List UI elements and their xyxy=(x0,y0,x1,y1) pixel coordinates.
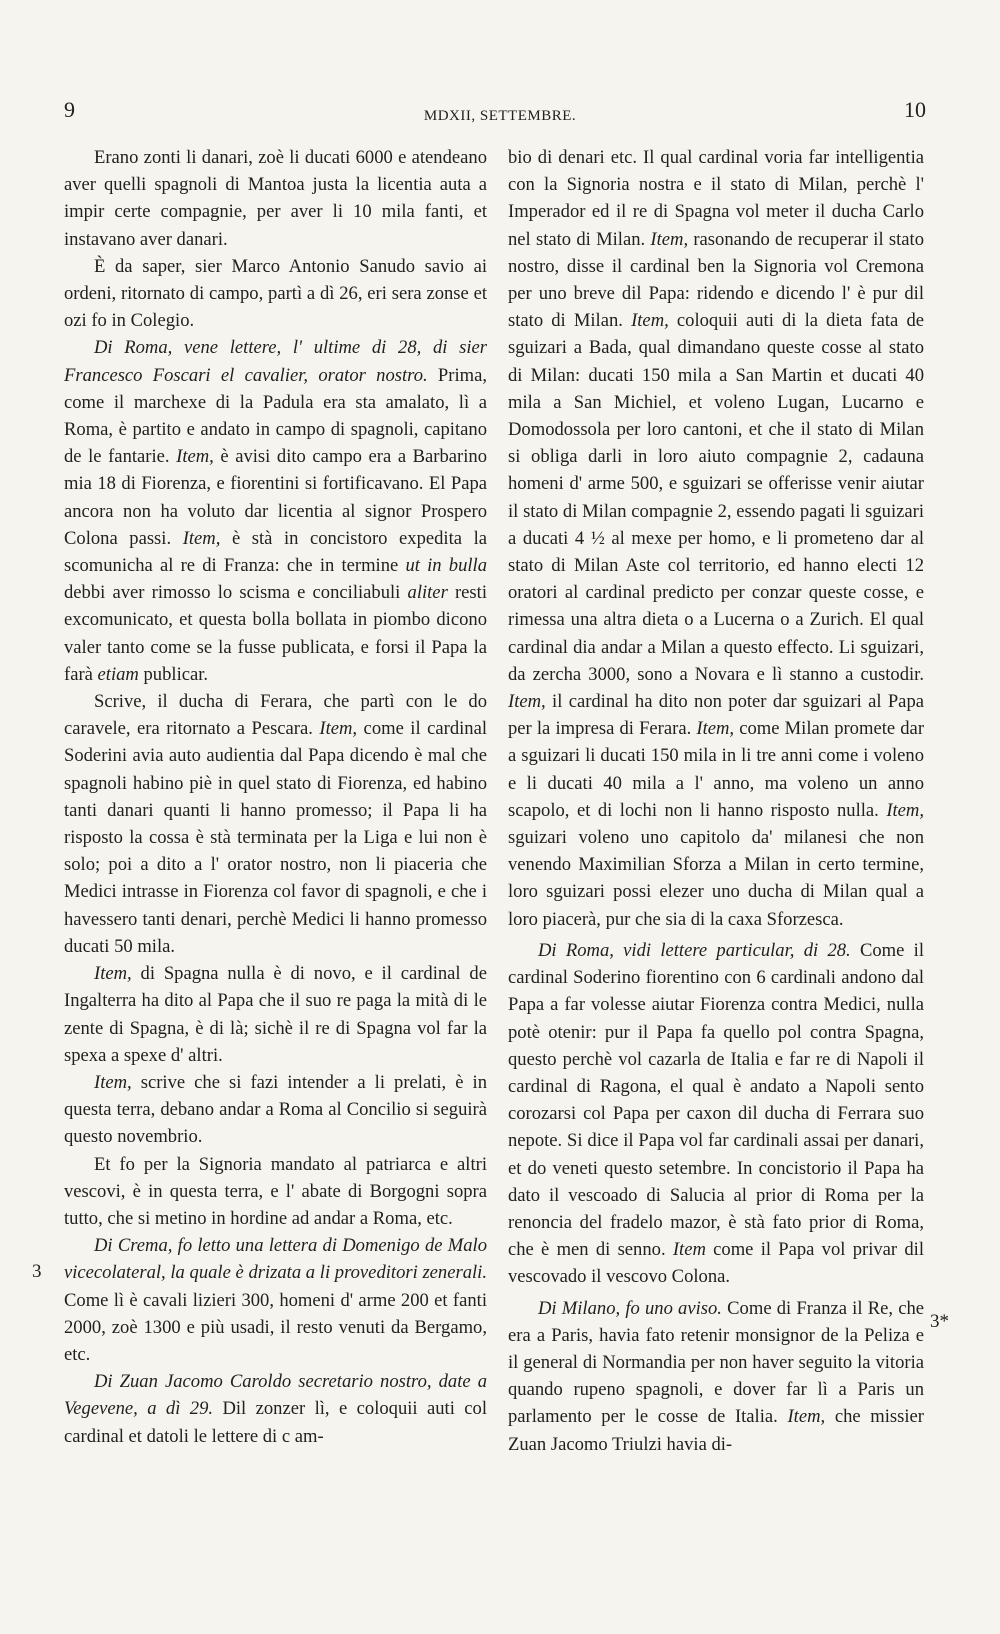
paragraph: Item, scrive che si fazi intender a li prelati, è in questa terra, debano andar a Roma al Concilio si seguirà questo novembrio. xyxy=(64,1071,487,1148)
paragraph: Di Crema, fo letto una lettera di Domenigo de Malo vicecolateral, la quale è drizata a li proveditori zenerali. Come lì è cavali lizieri 300, homeni d' arme 200 et fanti 2000, zoè 1300 e più usadi, il resto venuti da Bergamo, etc. xyxy=(64,1235,487,1365)
paragraph: Erano zonti li danari, zoè li ducati 6000 e atendeano aver quelli spagnoli di Mantoa justa la licentia auta a impir certe compagnie, per aver li 10 mila fanti, et instavano aver danari. xyxy=(64,147,487,250)
dispatch-heading: Di Roma, vidi lettere particular, di 28. xyxy=(538,939,851,961)
dispatch-heading: Di Roma, vene lettere, l' ultime di 28, di sier Francesco Foscari el cavalier, orator nostro. xyxy=(64,337,487,386)
paragraph: Item, di Spagna nulla è di novo, e il cardinal de Ingalterra ha dito al Papa che il suo re paga la mità di le zente di Spagna, è di là; sichè il re di Spagna vol far la spexa a spexe d' altri. xyxy=(64,963,487,1066)
paragraph: Di Roma, vidi lettere particular, di 28. Come il cardinal Soderino fiorentino con 6 cardinali andono dal Papa a far volesse aiutar Fiorenza contra Medici, nulla potè otenir: pur il Papa fa quello pol contra Spagna, questo perchè vol cazarla de Italia e far re di Napoli il cardinal di Ragona, el qual è andato a Napoli sento corozarsi col Papa per caxon dil ducha di Ferrara suo nepote. Si dice il Papa vol far cardinali assai per danari, et do veneti questo setembre. In concistorio il Papa ha dato il vescoado di Salucia al prior di Roma per la renoncia del fradelo mazor, è stà fato prior di Roma, che è men di senno. Item come il Papa vol privar dil vescovado il vescovo Colona. xyxy=(508,939,924,1288)
paragraph: Et fo per la Signoria mandato al patriarca e altri vescovi, è in questa terra, e l' abate di Borgogni sopra tutto, che si metino in hordine ad andar a Roma, etc. xyxy=(64,1153,487,1229)
left-column xyxy=(64,144,487,1450)
paragraph: Di Roma, vene lettere, l' ultime di 28, di sier Francesco Foscari el cavalier, orator nostro. Prima, come il marchexe di la Padula era sta amalato, lì a Roma, è partito e andato in campo di spagnoli, capitano de le fantarie. Item, è avisi dito campo era a Barbarino mia 18 di Fiorenza, e fiorentini si fortificavano. El Papa ancora non ha voluto dar licentia al signor Prospero Colona passi. Item, è stà in concistoro expedita la scomunicha al re di Franza: che in termine ut in bulla debbi aver rimosso lo scisma e conciliabuli aliter resti excomunicato, et questa bolla bollata in piombo dicono valer tanto come se la fusse publicata, e forsi il Papa la farà etiam publicar. xyxy=(64,337,487,685)
paragraph: Scrive, il ducha di Ferara, che partì con le do caravele, era ritornato a Pescara. Item, come il cardinal Soderini avia auto audientia dal Papa dicendo è mal che spagnoli habino piè in quel stato di Fiorenza, ed habino tanti danari quanti li hanno promesso; il Papa li ha risposto la cossa è stà terminata per la Liga e lui non è solo; poi a dito a l' orator nostro, non li piaceria che Medici intrasse in Fiorenza col favor di spagnoli, e che i havessero tanti denari, perchè Medici li hanno promesso ducati 50 mila. xyxy=(64,691,487,957)
paragraph: bio di denari etc. Il qual cardinal voria far intelligentia con la Signoria nostra e il stato di Milan, perchè l' Imperador ed il re di Spagna vol meter il ducha Carlo nel stato di Milan. Item, rasonando de recuperar il stato nostro, disse il cardinal ben la Signoria vol Cremona per uno breve dil Papa: ridendo e dicendo l' è pur dil stato di Milan. Item, coloquii auti di la dieta fata de sguizari a Bada, qual dimandano queste cosse al stato di Milan: ducati 150 mila a San Martin et ducati 40 mila a San Michiel, et voleno Lugan, Lucarno e Domodossola per loro cantoni, et che il stato di Milan si obliga darli in loro aiuto compagnie 2, cadauna homeni d' arme 500, e sguizari se offerisse venir aiutar il stato di Milan compagnie 2, essendo pagati li sguizari a ducati 4 ½ al mexe per homo, e li prometeno dar al stato di Milan Aste col territorio, ed hanno electi 12 oratori al cardinal predicto per conzar queste cosse, e rimessa una altra dieta o a Lucerna o a Zurich. El qual cardinal dia andar a Milan a questo effecto. Li sguizari, da zercha 3000, sono a Novara e lì stanno a custodir. Item, il cardinal ha dito non poter dar sguizari al Papa per la impresa di Ferara. Item, come Milan promete dar a sguizari li ducati 150 mila in li tre anni come i voleno e li ducati 40 mila a l' anno, ma voleno un anno scapolo, et di lochi non li hanno risposto nulla. Item, sguizari voleno uno capitolo da' milanesi che non venendo Maximilian Sforza a Milan in certo termine, loro sguizari possi elezer uno ducha di Milan qual a loro piacerà, pur che sia di la caxa Sforzesca. xyxy=(508,147,925,930)
page-number-left: 9 xyxy=(64,97,75,122)
paragraph: Di Milano, fo uno aviso. Come di Franza il Re, che era a Paris, havia fato retenir monsignor de la Peliza e il general di Normandia per non haver seguito la vitoria quando rupeno spagnoli, e dover far lì a Paris un parlamento per le cosse de Italia. Item, che missier Zuan Jacomo Triulzi havia di- xyxy=(508,1297,925,1455)
dispatch-heading: Di Crema, fo letto una lettera di Domenigo de Malo vicecolateral, la quale è drizata a li proveditori zenerali. xyxy=(64,1235,487,1284)
right-column xyxy=(508,144,924,1458)
dispatch-heading: Di Milano, fo uno aviso. xyxy=(538,1297,722,1319)
dispatch-heading: Di Zuan Jacomo Caroldo secretario nostro, date a Vegevene, a dì 29. xyxy=(64,1371,487,1420)
running-title: MDXII, SETTEMBRE. xyxy=(423,108,577,124)
page-number-right: 10 xyxy=(904,97,926,122)
margin-note-left: 3 xyxy=(32,1261,42,1282)
paragraph: Di Zuan Jacomo Caroldo secretario nostro, date a Vegevene, a dì 29. Dil zonzer lì, e coloquii auti col cardinal et datoli le lettere di c am- xyxy=(64,1371,487,1447)
paragraph: È da saper, sier Marco Antonio Sanudo savio ai ordeni, ritornato di campo, partì a dì 26, eri sera zonse et ozi fo in Colegio. xyxy=(64,255,487,332)
margin-note-right: 3* xyxy=(930,1311,949,1332)
